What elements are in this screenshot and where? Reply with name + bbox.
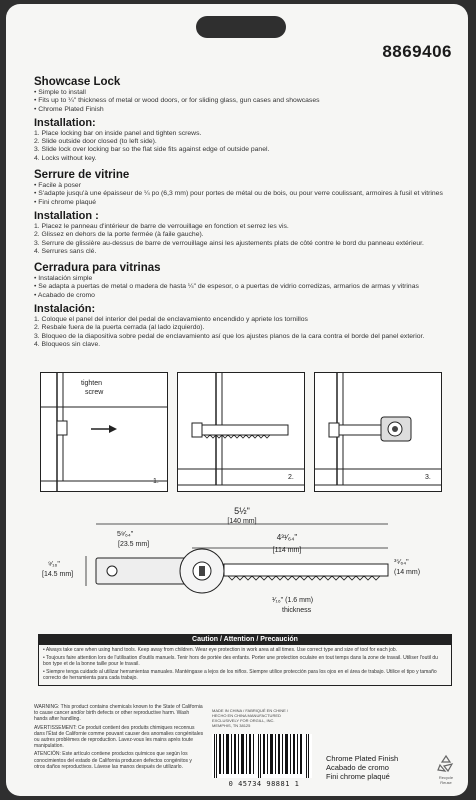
offset-label: 5⁹⁄₆₄" [117,531,134,538]
list-item: • Chrome Plated Finish [42,106,452,114]
step-number: 3. [425,474,431,481]
caution-body [38,645,452,686]
panel-1-illustration [41,373,167,491]
caution-es: • Siempre tenga cuidado al utilizar herramientas manuales. Manténgase a lejos de los niños. Siempre utilice protección para los ojos en el área de trabajo. Utilice el tipo y tamaño correcto de herramienta para cada trabajo. [43,669,437,681]
overall-length-label: 5½" [234,506,250,516]
list-item: 3. Serrure de glissière au-dessus de barre de verrouillage ainsi les ajustements plats de côté contre le bord du panneau extérieur. [34,239,424,247]
instructions-copy [34,74,452,349]
offset-mm: [23.5 mm] [118,541,150,548]
list-item: • Acabado de cromo [42,292,452,300]
recycle-icon [436,754,456,774]
list-item: • Fini chrome plaqué [42,199,452,207]
warning-es: ATENCIÓN: Este artículo contiene productos químicos que según los conocimientos del estado de California producen defectos congénitos y otros daños reproductivos. Lávese las manos después de utilizarlo. [34,751,192,770]
origin-text: MADE IN CHINA / FABRIQUÉ EN CHINE / HECHO EN CHINA MANUFACTURED EXCLUSIVELY FOR ORGILL, INC. MEMPHIS, TN 38125 [212,708,289,728]
barcode-number: 0 45734 98881 1 [228,780,300,788]
panel-2-illustration [178,373,304,491]
list-item: 3. Bloqueo de la diapositiva sobre pedal de enclavamiento así que los ajustes planos de la cara contra el borde del panel exterior. [34,332,425,340]
tip-mm: (14 mm) [394,569,421,576]
warning-en: WARNING: This product contains chemicals known to the State of California to cause cancer and/or birth defects or other reproductive harm. Wash hands after handling. [34,704,203,723]
step-number: 2. [288,474,294,481]
hang-hole [196,16,286,38]
fr-install-title: Installation : [34,209,99,222]
es-install-title: Instalación: [34,303,96,316]
list-item: 4. Bloqueos sin clave. [34,340,101,348]
thickness-value: ¹⁄₁₆" (1.6 mm) [272,597,314,604]
fr-title: Serrure de vitrine [34,169,130,182]
bar-length-mm: [114 mm] [272,547,302,554]
recycle-label: Recycle Reuse [438,775,454,785]
lock-dimension-drawing [42,504,442,624]
panel-step-3 [314,372,442,492]
thickness-label: thickness [282,607,312,614]
finish-text [326,754,426,781]
height-label: ⁹⁄₁₆" [48,561,60,568]
list-item: 1. Place locking bar on inside panel and tighten screws. [34,129,202,137]
step-number: 1. [153,478,159,485]
en-title: Showcase Lock [34,76,121,88]
caution-title: Caution / Attention / Precaución [38,634,452,645]
caution-box [38,634,452,686]
panel-step-1 [40,372,168,492]
barcode-image [212,734,312,778]
list-item: • Facile à poser [42,182,452,190]
en-install-title: Installation: [34,116,96,129]
en-steps [34,130,452,163]
list-item: 2. Glissez en dehors de la porte fermée (à faile gauche). [34,231,204,239]
panel-3-illustration [315,373,441,491]
list-item: • S'adapte jusqu'à une épaisseur de ¼ po (6,3 mm) pour portes de métal ou de bois, ou pour verre coulissant, armoires à fusil et vitrines [42,190,452,198]
fr-steps [34,223,452,256]
panel-step-2 [177,372,305,492]
es-title: Cerradura para vitrinas [34,262,161,275]
es-bullets [34,275,452,300]
list-item: 3. Slide lock over locking bar so the flat side fits against edge of outside panel. [34,146,270,154]
list-item: • Se adapta a puertas de metal o madera de hasta ¼" de espesor, o a puertas de vidrio corredizas, armarios de armas y vitrinas [42,283,452,291]
list-item: 2. Slide outside door closed (to left side). [34,138,157,146]
list-item: • Fits up to ¼" thickness of metal or wood doors, or for sliding glass, gun cases and showcases [42,97,452,105]
warning-text [34,704,204,772]
bar-length-label: 4³¹⁄₆₄" [276,533,298,542]
warning-fr: AVERTISSEMENT: Ce produit contient des produits chimiques reconnus dans l'État de Californie comme pouvant causer des anomalies congénitales ou autres problèmes de reproduction. Lavez-vous les mains après toute manipulation. [34,724,204,750]
sku-number: 8869406 [382,42,452,61]
overall-length-mm: [140 mm] [227,518,257,525]
tip-label: ³⁵⁄₆₄" [394,559,409,566]
footer [34,704,454,794]
tighten-label: tighten [81,380,103,387]
caution-fr: • Toujours faire attention lors de l'utilisation d'outils manuels. Tenir hors de portée des enfants. Porter une protection oculaire en tout temps dans la zone de travail. Utiliser l'outil du bon type et de la bonne taille pour le travail. [43,655,438,667]
en-bullets [34,89,452,114]
list-item: 4. Locks without key. [34,154,97,162]
fr-bullets [34,182,452,207]
es-steps [34,316,452,349]
list-item: 1. Placez le panneau d'intérieur de barre de verrouillage en fonction et serrez les vis. [34,222,289,230]
finish-en: Chrome Plated Finish [326,754,399,763]
list-item: 2. Resbale fuera de la puerta cerrada (al lado izquierdo). [34,324,205,332]
caution-en: • Always take care when using hand tools. Keep away from children. Wear eye protection in work area at all times. Use correct type and size of tool for each job. [43,647,398,653]
height-mm: [14.5 mm] [42,571,74,578]
list-item: 4. Serrures sans clé. [34,247,97,255]
recycle-logo [434,754,458,785]
list-item: • Instalación simple [42,275,452,283]
dimension-diagram [42,504,442,624]
package-card [6,4,468,796]
finish-fr: Fini chrome plaqué [326,772,390,781]
list-item: • Simple to install [42,89,452,97]
screw-label: screw [85,389,104,396]
list-item: 1. Coloque el panel del interior del pedal de enclavamiento encendido y apriete los tornillos [34,316,308,324]
installation-panels [40,372,440,492]
finish-es: Acabado de cromo [326,763,389,772]
